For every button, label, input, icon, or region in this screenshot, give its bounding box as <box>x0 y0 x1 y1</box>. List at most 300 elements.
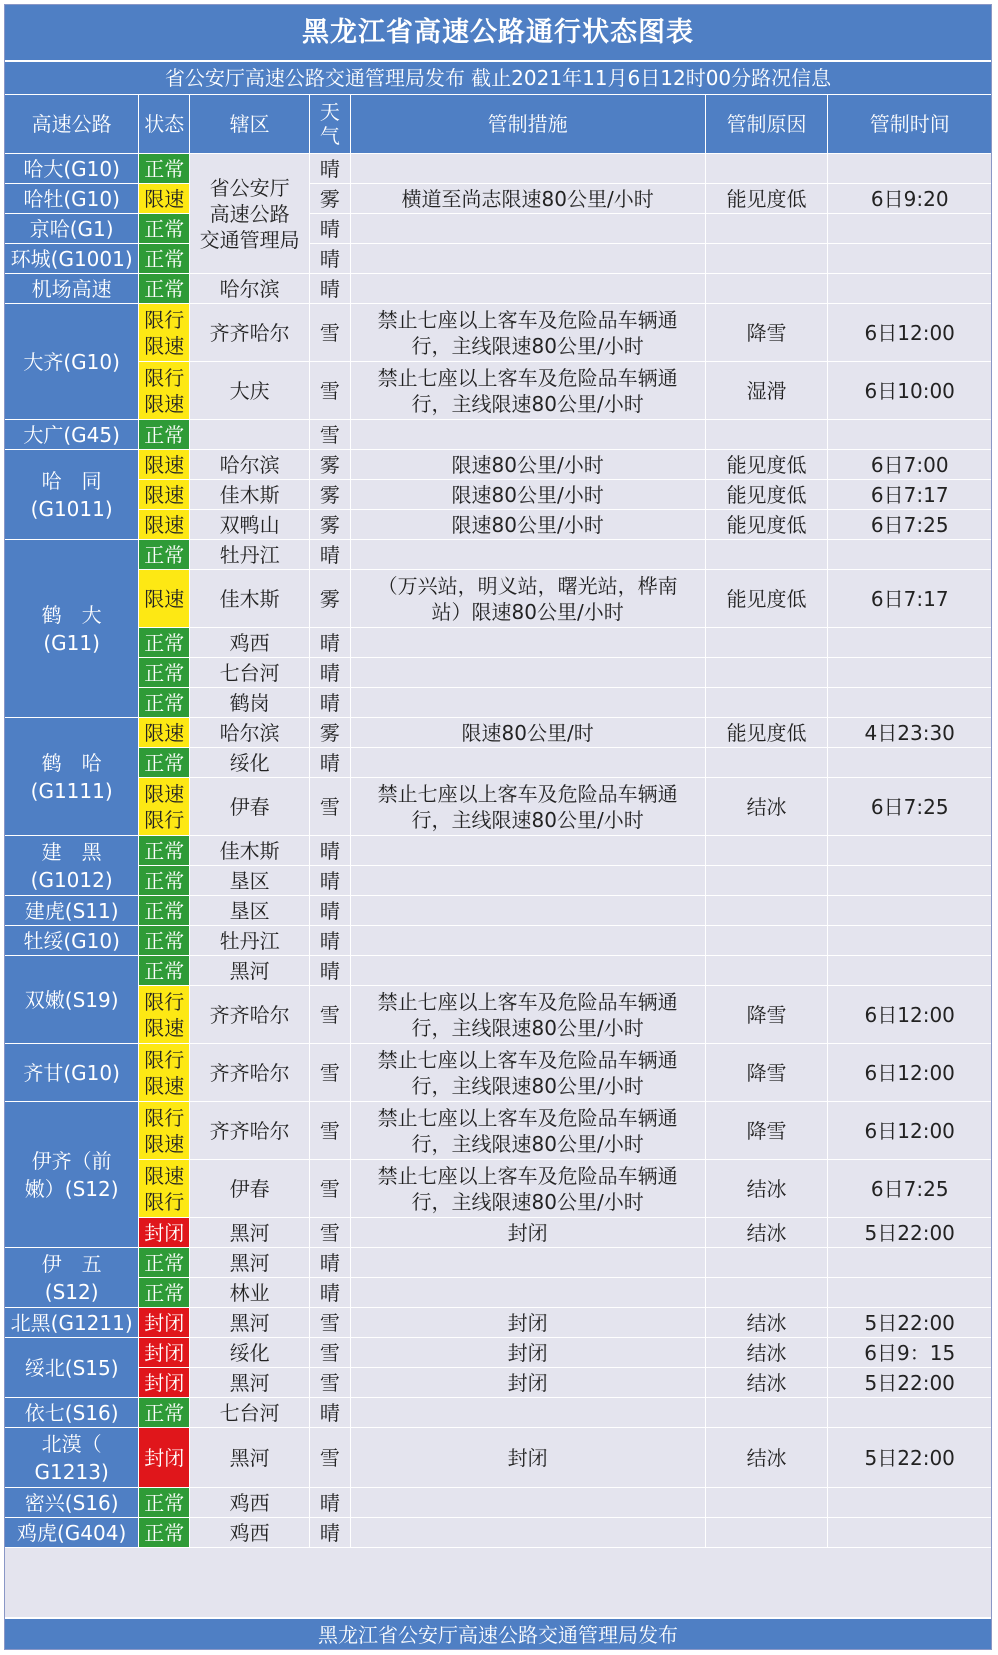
reason-cell: 降雪 <box>705 1102 828 1160</box>
status-badge: 正常 <box>139 926 190 956</box>
time-cell: 5日22:00 <box>828 1368 992 1398</box>
table-row <box>5 1102 992 1160</box>
text-line: 行，主线限速80公里/小时 <box>411 1073 644 1098</box>
weather-cell: 雪 <box>310 420 351 450</box>
measure-cell <box>350 214 705 244</box>
table-row <box>5 688 992 718</box>
reason-cell: 降雪 <box>705 1044 828 1102</box>
header-weather-line2: 气 <box>319 124 340 148</box>
status-badge: 正常 <box>139 896 190 926</box>
measure-cell <box>350 986 705 1044</box>
district-cell: 垦区 <box>190 896 310 926</box>
weather-cell: 晴 <box>310 1518 351 1548</box>
table-row <box>5 1398 992 1428</box>
measure-cell <box>350 956 705 986</box>
text-line: 交通管理局 <box>199 227 300 252</box>
status-badge: 封闭 <box>139 1368 190 1398</box>
road-name-cell: 建虎(S11) <box>5 896 139 926</box>
reason-cell <box>705 688 828 718</box>
road-name-cell: 环城(G1001) <box>5 244 139 274</box>
reason-cell: 结冰 <box>705 778 828 836</box>
time-cell: 5日22:00 <box>828 1218 992 1248</box>
weather-cell: 晴 <box>310 244 351 274</box>
reason-cell <box>705 274 828 304</box>
status-badge: 正常 <box>139 1248 190 1278</box>
road-name-cell: 双嫩(S19) <box>5 956 139 1044</box>
table-row <box>5 866 992 896</box>
measure-cell <box>350 420 705 450</box>
text-line: 限速 <box>144 1131 185 1156</box>
time-cell: 6日7:25 <box>828 510 992 540</box>
district-cell: 鸡西 <box>190 1488 310 1518</box>
district-cell <box>190 154 310 274</box>
time-cell <box>828 154 992 184</box>
road-name-cell <box>5 1428 139 1488</box>
table-row <box>5 420 992 450</box>
measure-cell <box>350 896 705 926</box>
status-badge: 限速 <box>139 450 190 480</box>
district-cell: 哈尔滨 <box>190 450 310 480</box>
text-line: (G1012) <box>30 867 113 892</box>
reason-cell: 能见度低 <box>705 718 828 748</box>
district-cell: 伊春 <box>190 1160 310 1218</box>
text-line: 禁止七座以上客车及危险品车辆通 <box>377 307 678 332</box>
text-line: 哈 同 <box>41 468 102 493</box>
table-row <box>5 986 992 1044</box>
road-name-cell: 机场高速 <box>5 274 139 304</box>
reason-cell <box>705 836 828 866</box>
time-cell: 6日7:00 <box>828 450 992 480</box>
table-row <box>5 214 992 244</box>
time-cell: 6日7:17 <box>828 570 992 628</box>
reason-cell: 结冰 <box>705 1308 828 1338</box>
reason-cell <box>705 154 828 184</box>
reason-cell <box>705 214 828 244</box>
measure-cell <box>350 926 705 956</box>
weather-cell: 雪 <box>310 362 351 420</box>
measure-cell: 限速80公里/小时 <box>350 480 705 510</box>
reason-cell <box>705 866 828 896</box>
text-line: 省公安厅 <box>209 175 290 200</box>
status-badge <box>139 1102 190 1160</box>
text-line: 限速 <box>144 1073 185 1098</box>
reason-cell: 能见度低 <box>705 570 828 628</box>
text-line: 限速 <box>144 1015 185 1040</box>
weather-cell: 晴 <box>310 896 351 926</box>
text-line: 嫩）(S12) <box>24 1176 119 1201</box>
measure-cell <box>350 540 705 570</box>
header-reason: 管制原因 <box>705 95 828 154</box>
status-badge: 正常 <box>139 836 190 866</box>
status-badge: 限速 <box>139 510 190 540</box>
status-badge: 限速 <box>139 184 190 214</box>
reason-cell <box>705 244 828 274</box>
weather-cell: 晴 <box>310 956 351 986</box>
text-line: 鹤 哈 <box>41 750 102 775</box>
status-badge: 限速 <box>139 570 190 628</box>
district-cell: 鹤岗 <box>190 688 310 718</box>
status-badge: 限速 <box>139 480 190 510</box>
table-row <box>5 184 992 214</box>
weather-cell: 晴 <box>310 926 351 956</box>
district-cell: 牡丹江 <box>190 540 310 570</box>
road-status-table <box>4 94 992 1548</box>
status-badge: 正常 <box>139 748 190 778</box>
text-line: 伊 五 <box>41 1251 102 1276</box>
time-cell: 6日10:00 <box>828 362 992 420</box>
table-row <box>5 244 992 274</box>
table-row <box>5 926 992 956</box>
status-badge: 封闭 <box>139 1428 190 1488</box>
time-cell: 6日7:25 <box>828 1160 992 1218</box>
time-cell: 6日9:20 <box>828 184 992 214</box>
road-name-cell: 哈大(G10) <box>5 154 139 184</box>
time-cell <box>828 866 992 896</box>
status-badge: 正常 <box>139 214 190 244</box>
text-line: 行，主线限速80公里/小时 <box>411 1189 644 1214</box>
measure-cell <box>350 570 705 628</box>
district-cell: 齐齐哈尔 <box>190 1102 310 1160</box>
chart-footer: 黑龙江省公安厅高速公路交通管理局发布 <box>5 1617 991 1649</box>
weather-cell: 晴 <box>310 1278 351 1308</box>
measure-cell <box>350 1488 705 1518</box>
district-cell: 绥化 <box>190 748 310 778</box>
table-row <box>5 1368 992 1398</box>
chart-title: 黑龙江省高速公路通行状态图表 <box>5 5 991 60</box>
time-cell <box>828 896 992 926</box>
time-cell <box>828 926 992 956</box>
weather-cell: 雪 <box>310 1044 351 1102</box>
text-line: 建 黑 <box>41 839 102 864</box>
reason-cell: 降雪 <box>705 986 828 1044</box>
reason-cell: 降雪 <box>705 304 828 362</box>
reason-cell <box>705 420 828 450</box>
district-cell: 绥化 <box>190 1338 310 1368</box>
time-cell <box>828 1518 992 1548</box>
time-cell: 4日23:30 <box>828 718 992 748</box>
text-line: 站）限速80公里/小时 <box>431 599 624 624</box>
text-line: 限行 <box>144 989 185 1014</box>
status-badge <box>139 986 190 1044</box>
district-cell: 黑河 <box>190 1248 310 1278</box>
weather-cell: 雪 <box>310 1160 351 1218</box>
road-name-cell: 北黑(G1211) <box>5 1308 139 1338</box>
text-line: 行，主线限速80公里/小时 <box>411 807 644 832</box>
district-cell: 佳木斯 <box>190 570 310 628</box>
table-row <box>5 274 992 304</box>
reason-cell <box>705 1518 828 1548</box>
district-cell: 黑河 <box>190 1368 310 1398</box>
time-cell <box>828 628 992 658</box>
district-cell: 佳木斯 <box>190 836 310 866</box>
time-cell <box>828 836 992 866</box>
road-name-cell <box>5 450 139 540</box>
table-header-row <box>5 95 992 154</box>
district-cell: 哈尔滨 <box>190 718 310 748</box>
text-line: 行，主线限速80公里/小时 <box>411 1015 644 1040</box>
status-badge: 正常 <box>139 866 190 896</box>
weather-cell: 雪 <box>310 1368 351 1398</box>
time-cell: 6日12:00 <box>828 304 992 362</box>
measure-cell <box>350 1248 705 1278</box>
time-cell: 6日12:00 <box>828 986 992 1044</box>
header-measure: 管制措施 <box>350 95 705 154</box>
district-cell: 佳木斯 <box>190 480 310 510</box>
measure-cell <box>350 1102 705 1160</box>
status-badge: 正常 <box>139 420 190 450</box>
measure-cell <box>350 748 705 778</box>
table-row <box>5 1488 992 1518</box>
road-name-cell <box>5 540 139 718</box>
text-line: 禁止七座以上客车及危险品车辆通 <box>377 989 678 1014</box>
reason-cell <box>705 628 828 658</box>
table-row <box>5 1338 992 1368</box>
status-badge: 正常 <box>139 688 190 718</box>
header-road: 高速公路 <box>5 95 139 154</box>
district-cell: 垦区 <box>190 866 310 896</box>
status-badge <box>139 1044 190 1102</box>
status-badge: 正常 <box>139 658 190 688</box>
measure-cell: 封闭 <box>350 1428 705 1488</box>
road-name-cell: 密兴(S16) <box>5 1488 139 1518</box>
measure-cell: 封闭 <box>350 1308 705 1338</box>
time-cell <box>828 214 992 244</box>
status-badge: 正常 <box>139 540 190 570</box>
reason-cell: 能见度低 <box>705 510 828 540</box>
status-badge <box>139 362 190 420</box>
weather-cell: 晴 <box>310 836 351 866</box>
district-cell: 齐齐哈尔 <box>190 304 310 362</box>
weather-cell: 雪 <box>310 1338 351 1368</box>
reason-cell <box>705 1398 828 1428</box>
measure-cell <box>350 154 705 184</box>
status-badge <box>139 1160 190 1218</box>
status-chart <box>4 4 992 1650</box>
table-row <box>5 1278 992 1308</box>
text-line: 禁止七座以上客车及危险品车辆通 <box>377 1163 678 1188</box>
text-line: 行，主线限速80公里/小时 <box>411 391 644 416</box>
reason-cell: 结冰 <box>705 1338 828 1368</box>
text-line: 限速 <box>144 391 185 416</box>
measure-cell <box>350 866 705 896</box>
weather-cell: 雾 <box>310 510 351 540</box>
table-row <box>5 658 992 688</box>
time-cell <box>828 244 992 274</box>
status-badge: 封闭 <box>139 1308 190 1338</box>
measure-cell <box>350 836 705 866</box>
table-row <box>5 718 992 748</box>
measure-cell <box>350 304 705 362</box>
table-row <box>5 154 992 184</box>
road-name-cell: 牡绥(G10) <box>5 926 139 956</box>
road-name-cell: 哈牡(G10) <box>5 184 139 214</box>
header-status: 状态 <box>139 95 190 154</box>
measure-cell: 限速80公里/小时 <box>350 450 705 480</box>
weather-cell: 雪 <box>310 1218 351 1248</box>
weather-cell: 雾 <box>310 718 351 748</box>
text-line: 禁止七座以上客车及危险品车辆通 <box>377 365 678 390</box>
district-cell: 黑河 <box>190 1428 310 1488</box>
table-row <box>5 628 992 658</box>
reason-cell: 结冰 <box>705 1428 828 1488</box>
district-cell: 双鸭山 <box>190 510 310 540</box>
time-cell: 6日12:00 <box>828 1102 992 1160</box>
reason-cell: 能见度低 <box>705 480 828 510</box>
reason-cell <box>705 748 828 778</box>
measure-cell <box>350 778 705 836</box>
text-line: 限行 <box>144 1105 185 1130</box>
district-cell: 黑河 <box>190 1218 310 1248</box>
text-line: 鹤 大 <box>41 602 102 627</box>
text-line: 北漠（ <box>41 1431 102 1456</box>
table-row <box>5 362 992 420</box>
text-line: 禁止七座以上客车及危险品车辆通 <box>377 781 678 806</box>
road-name-cell: 依七(S16) <box>5 1398 139 1428</box>
table-row <box>5 956 992 986</box>
reason-cell <box>705 1488 828 1518</box>
time-cell <box>828 420 992 450</box>
measure-cell: 封闭 <box>350 1368 705 1398</box>
table-row <box>5 1308 992 1338</box>
road-name-cell: 京哈(G1) <box>5 214 139 244</box>
weather-cell: 雾 <box>310 480 351 510</box>
weather-cell: 雾 <box>310 570 351 628</box>
table-row <box>5 450 992 480</box>
weather-cell: 雾 <box>310 450 351 480</box>
time-cell <box>828 688 992 718</box>
reason-cell <box>705 540 828 570</box>
measure-cell: 限速80公里/时 <box>350 718 705 748</box>
time-cell <box>828 1248 992 1278</box>
time-cell <box>828 748 992 778</box>
measure-cell <box>350 274 705 304</box>
table-row <box>5 1518 992 1548</box>
text-line: 限行 <box>144 1189 185 1214</box>
weather-cell: 晴 <box>310 540 351 570</box>
road-name-cell: 大齐(G10) <box>5 304 139 420</box>
text-line: (G1111) <box>30 778 113 803</box>
measure-cell <box>350 688 705 718</box>
reason-cell: 能见度低 <box>705 184 828 214</box>
text-line: 限行 <box>144 307 185 332</box>
table-row <box>5 896 992 926</box>
status-badge: 封闭 <box>139 1218 190 1248</box>
status-badge <box>139 304 190 362</box>
text-line: 限速 <box>144 333 185 358</box>
status-badge: 正常 <box>139 244 190 274</box>
reason-cell <box>705 896 828 926</box>
time-cell <box>828 956 992 986</box>
text-line: 限速 <box>144 1163 185 1188</box>
reason-cell <box>705 956 828 986</box>
time-cell <box>828 658 992 688</box>
table-row <box>5 1160 992 1218</box>
reason-cell <box>705 1248 828 1278</box>
text-line: G1213) <box>34 1459 109 1484</box>
weather-cell: 晴 <box>310 1488 351 1518</box>
time-cell <box>828 1488 992 1518</box>
weather-cell: 晴 <box>310 274 351 304</box>
measure-cell <box>350 658 705 688</box>
table-row <box>5 510 992 540</box>
status-badge: 正常 <box>139 628 190 658</box>
district-cell: 黑河 <box>190 1308 310 1338</box>
district-cell: 黑河 <box>190 956 310 986</box>
district-cell: 齐齐哈尔 <box>190 1044 310 1102</box>
district-cell: 林业 <box>190 1278 310 1308</box>
text-line: 限行 <box>144 807 185 832</box>
time-cell: 6日9：15 <box>828 1338 992 1368</box>
table-row <box>5 1248 992 1278</box>
text-line: 限速 <box>144 781 185 806</box>
weather-cell: 晴 <box>310 214 351 244</box>
status-badge: 封闭 <box>139 1338 190 1368</box>
district-cell: 伊春 <box>190 778 310 836</box>
measure-cell: 横道至尚志限速80公里/小时 <box>350 184 705 214</box>
text-line: (G1011) <box>30 496 113 521</box>
text-line: 行，主线限速80公里/小时 <box>411 333 644 358</box>
status-badge: 限速 <box>139 718 190 748</box>
road-name-cell: 绥北(S15) <box>5 1338 139 1398</box>
status-badge: 正常 <box>139 956 190 986</box>
weather-cell: 晴 <box>310 748 351 778</box>
status-badge: 正常 <box>139 274 190 304</box>
measure-cell <box>350 244 705 274</box>
time-cell: 6日7:17 <box>828 480 992 510</box>
status-badge: 正常 <box>139 1518 190 1548</box>
measure-cell <box>350 1278 705 1308</box>
district-cell <box>190 420 310 450</box>
table-row <box>5 1044 992 1102</box>
header-time: 管制时间 <box>828 95 992 154</box>
weather-cell: 雪 <box>310 1308 351 1338</box>
time-cell <box>828 274 992 304</box>
measure-cell <box>350 1044 705 1102</box>
reason-cell: 能见度低 <box>705 450 828 480</box>
text-line: 伊齐（前 <box>31 1148 112 1173</box>
reason-cell <box>705 926 828 956</box>
weather-cell: 雪 <box>310 1428 351 1488</box>
text-line: 限行 <box>144 365 185 390</box>
measure-cell: 封闭 <box>350 1218 705 1248</box>
district-cell: 鸡西 <box>190 628 310 658</box>
reason-cell <box>705 1278 828 1308</box>
table-row <box>5 836 992 866</box>
time-cell <box>828 1398 992 1428</box>
time-cell: 6日7:25 <box>828 778 992 836</box>
road-name-cell: 鸡虎(G404) <box>5 1518 139 1548</box>
time-cell <box>828 1278 992 1308</box>
reason-cell: 结冰 <box>705 1368 828 1398</box>
reason-cell: 湿滑 <box>705 362 828 420</box>
road-name-cell <box>5 1248 139 1308</box>
table-row <box>5 1218 992 1248</box>
weather-cell: 雪 <box>310 778 351 836</box>
time-cell: 6日12:00 <box>828 1044 992 1102</box>
table-row <box>5 778 992 836</box>
status-badge: 正常 <box>139 1278 190 1308</box>
district-cell: 齐齐哈尔 <box>190 986 310 1044</box>
road-name-cell: 齐甘(G10) <box>5 1044 139 1102</box>
table-row <box>5 570 992 628</box>
weather-cell: 晴 <box>310 154 351 184</box>
table-body <box>5 154 992 1548</box>
status-badge <box>139 778 190 836</box>
road-name-cell: 大广(G45) <box>5 420 139 450</box>
time-cell <box>828 540 992 570</box>
road-name-cell <box>5 718 139 836</box>
district-cell: 七台河 <box>190 1398 310 1428</box>
